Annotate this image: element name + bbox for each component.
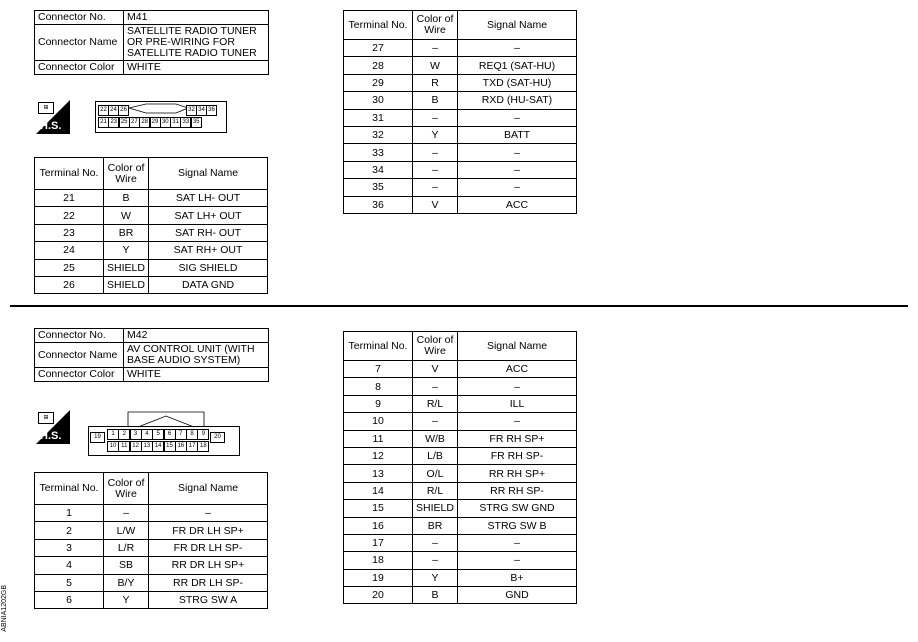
connector-pin: 20	[210, 432, 225, 443]
wire-color-cell: Y	[413, 569, 458, 586]
terminal-no-cell: 26	[35, 276, 104, 293]
signal-name-cell: –	[458, 413, 577, 430]
wire-color-cell: –	[413, 109, 458, 126]
terminal-no-cell: 4	[35, 557, 104, 574]
signal-name-cell: ACC	[458, 361, 577, 378]
signal-name-cell: BATT	[458, 126, 577, 143]
wire-color-cell: –	[413, 40, 458, 57]
m41-terminal-table-right	[343, 10, 577, 214]
wire-color-cell: Y	[104, 591, 149, 608]
signal-name-cell: SAT LH+ OUT	[149, 207, 268, 224]
table-row	[344, 40, 577, 57]
connector-pin: 1	[107, 429, 119, 440]
table-row	[344, 482, 577, 499]
terminal-no-cell: 7	[344, 361, 413, 378]
wire-color-cell: W	[413, 57, 458, 74]
table-row	[344, 144, 577, 161]
wire-color-cell: V	[413, 361, 458, 378]
connector-pin: 15	[164, 441, 176, 452]
connector-name-value: AV CONTROL UNIT (WITH BASE AUDIO SYSTEM)	[124, 343, 269, 368]
connector-glyph-icon: ⊞	[38, 102, 54, 114]
signal-name-cell: –	[458, 534, 577, 551]
hs-label: H.S.	[40, 120, 62, 132]
header-color: Color of Wire	[104, 158, 149, 190]
signal-name-cell: SIG SHIELD	[149, 259, 268, 276]
terminal-no-cell: 25	[35, 259, 104, 276]
table-row	[35, 539, 268, 556]
terminal-no-cell: 35	[344, 179, 413, 196]
table-row	[35, 224, 268, 241]
terminal-no-cell: 8	[344, 378, 413, 395]
connector-color-label: Connector Color	[35, 368, 124, 382]
terminal-no-cell: 13	[344, 465, 413, 482]
table-row	[344, 395, 577, 412]
terminal-no-cell: 17	[344, 534, 413, 551]
signal-name-cell: TXD (SAT-HU)	[458, 74, 577, 91]
connector-pin: 16	[175, 441, 187, 452]
connector-pin: 17	[186, 441, 198, 452]
wire-color-cell: B/Y	[104, 574, 149, 591]
connector-name-label: Connector Name	[35, 25, 124, 61]
terminal-no-cell: 16	[344, 517, 413, 534]
connector-pin: 33	[180, 117, 191, 128]
m42-connector-info	[34, 328, 269, 382]
connector-pin: 4	[141, 429, 153, 440]
terminal-no-cell: 32	[344, 126, 413, 143]
wire-color-cell: R/L	[413, 395, 458, 412]
header-signal: Signal Name	[458, 11, 577, 40]
wire-color-cell: –	[413, 179, 458, 196]
table-row	[344, 57, 577, 74]
table-row	[35, 574, 268, 591]
table-row	[344, 447, 577, 464]
connector-pin: 8	[186, 429, 198, 440]
connector-pin: 6	[164, 429, 176, 440]
m42-terminal-table-left	[34, 472, 268, 609]
table-row	[344, 587, 577, 604]
table-row	[35, 190, 268, 207]
header-signal: Signal Name	[149, 158, 268, 190]
table-row	[35, 276, 268, 293]
terminal-no-cell: 34	[344, 161, 413, 178]
signal-name-cell: SAT LH- OUT	[149, 190, 268, 207]
header-terminal: Terminal No.	[344, 332, 413, 361]
terminal-no-cell: 19	[344, 569, 413, 586]
connector-pin: 18	[197, 441, 209, 452]
signal-name-cell: FR RH SP+	[458, 430, 577, 447]
signal-name-cell: STRG SW B	[458, 517, 577, 534]
wire-color-cell: –	[413, 161, 458, 178]
wire-color-cell: Y	[104, 242, 149, 259]
signal-name-cell: –	[458, 378, 577, 395]
signal-name-cell: SAT RH- OUT	[149, 224, 268, 241]
connector-pin: 10	[107, 441, 119, 452]
wire-color-cell: O/L	[413, 465, 458, 482]
connector-pin: 35	[191, 117, 202, 128]
wire-color-cell: L/B	[413, 447, 458, 464]
wire-color-cell: –	[104, 505, 149, 522]
signal-name-cell: RXD (HU-SAT)	[458, 92, 577, 109]
terminal-no-cell: 11	[344, 430, 413, 447]
connector-pin: 36	[206, 105, 217, 116]
header-color: Color of Wire	[413, 332, 458, 361]
m41-terminal-table-left	[34, 157, 268, 294]
header-signal: Signal Name	[149, 473, 268, 505]
wire-color-cell: L/R	[104, 539, 149, 556]
table-row	[35, 505, 268, 522]
connector-pin: 25	[119, 117, 130, 128]
connector-pin: 30	[160, 117, 171, 128]
terminal-no-cell: 27	[344, 40, 413, 57]
connector-pin: 28	[139, 117, 150, 128]
wire-color-cell: SHIELD	[413, 500, 458, 517]
table-row	[344, 552, 577, 569]
m42-terminal-table-right	[343, 331, 577, 604]
m41-connector-info	[34, 10, 269, 75]
connector-pin: 27	[129, 117, 140, 128]
signal-name-cell: ILL	[458, 395, 577, 412]
connector-pin: 11	[118, 441, 130, 452]
header-terminal: Terminal No.	[35, 158, 104, 190]
wire-color-cell: B	[413, 587, 458, 604]
signal-name-cell: –	[458, 40, 577, 57]
table-row	[344, 500, 577, 517]
terminal-no-cell: 12	[344, 447, 413, 464]
harness-side-icon	[36, 410, 70, 444]
terminal-no-cell: 10	[344, 413, 413, 430]
table-row	[344, 92, 577, 109]
signal-name-cell: B+	[458, 569, 577, 586]
wire-color-cell: –	[413, 534, 458, 551]
wire-color-cell: B	[413, 92, 458, 109]
table-row	[344, 517, 577, 534]
table-row	[344, 179, 577, 196]
connector-pin: 24	[108, 105, 119, 116]
connector-pin: 7	[175, 429, 187, 440]
header-terminal: Terminal No.	[35, 473, 104, 505]
latch-outline-icon	[126, 410, 206, 428]
terminal-no-cell: 28	[344, 57, 413, 74]
connector-glyph-icon: ⊞	[38, 412, 54, 424]
connector-pin: 5	[152, 429, 164, 440]
terminal-no-cell: 36	[344, 196, 413, 213]
wire-color-cell: L/W	[104, 522, 149, 539]
terminal-no-cell: 20	[344, 587, 413, 604]
terminal-no-cell: 21	[35, 190, 104, 207]
signal-name-cell: –	[458, 161, 577, 178]
wire-color-cell: W	[104, 207, 149, 224]
connector-color-label: Connector Color	[35, 61, 124, 75]
table-row	[344, 126, 577, 143]
connector-pin: 32	[186, 105, 197, 116]
table-row	[344, 109, 577, 126]
terminal-no-cell: 14	[344, 482, 413, 499]
terminal-no-cell: 15	[344, 500, 413, 517]
connector-no-value: M42	[124, 329, 269, 343]
table-row	[344, 465, 577, 482]
connector-color-value: WHITE	[124, 368, 269, 382]
terminal-no-cell: 33	[344, 144, 413, 161]
terminal-no-cell: 18	[344, 552, 413, 569]
connector-pin: 21	[98, 117, 109, 128]
connector-pin: 2	[118, 429, 130, 440]
wire-color-cell: Y	[413, 126, 458, 143]
connector-pin: 9	[197, 429, 209, 440]
signal-name-cell: –	[458, 179, 577, 196]
signal-name-cell: –	[458, 144, 577, 161]
wire-color-cell: R	[413, 74, 458, 91]
table-row	[344, 74, 577, 91]
hs-label: H.S.	[40, 430, 62, 442]
wire-color-cell: V	[413, 196, 458, 213]
connector-pin: 23	[108, 117, 119, 128]
terminal-no-cell: 31	[344, 109, 413, 126]
connector-no-label: Connector No.	[35, 11, 124, 25]
signal-name-cell: ACC	[458, 196, 577, 213]
connector-pin: 26	[118, 105, 129, 116]
connector-pin: 12	[130, 441, 142, 452]
connector-pin: 3	[130, 429, 142, 440]
connector-no-label: Connector No.	[35, 329, 124, 343]
signal-name-cell: RR RH SP-	[458, 482, 577, 499]
terminal-no-cell: 2	[35, 522, 104, 539]
signal-name-cell: DATA GND	[149, 276, 268, 293]
table-row	[344, 569, 577, 586]
table-row	[344, 361, 577, 378]
terminal-no-cell: 6	[35, 591, 104, 608]
figure-code: ABNIA1202GB	[1, 585, 8, 632]
wire-color-cell: –	[413, 552, 458, 569]
header-color: Color of Wire	[104, 473, 149, 505]
connector-color-value: WHITE	[124, 61, 269, 75]
table-row	[35, 522, 268, 539]
table-row	[344, 430, 577, 447]
table-row	[344, 534, 577, 551]
table-row	[344, 413, 577, 430]
harness-side-icon	[36, 100, 70, 134]
header-terminal: Terminal No.	[344, 11, 413, 40]
header-color: Color of Wire	[413, 11, 458, 40]
wire-color-cell: –	[413, 378, 458, 395]
signal-name-cell: –	[149, 505, 268, 522]
wire-color-cell: SHIELD	[104, 259, 149, 276]
wire-color-cell: W/B	[413, 430, 458, 447]
signal-name-cell: STRG SW GND	[458, 500, 577, 517]
section-divider	[10, 305, 908, 307]
connector-name-label: Connector Name	[35, 343, 124, 368]
terminal-no-cell: 9	[344, 395, 413, 412]
terminal-no-cell: 5	[35, 574, 104, 591]
wire-color-cell: BR	[104, 224, 149, 241]
connector-pin: 19	[90, 432, 105, 443]
table-row	[35, 557, 268, 574]
table-row	[344, 161, 577, 178]
table-row	[35, 259, 268, 276]
connector-pin: 29	[150, 117, 161, 128]
wire-color-cell: B	[104, 190, 149, 207]
table-row	[344, 378, 577, 395]
connector-pin: 22	[98, 105, 109, 116]
wire-color-cell: BR	[413, 517, 458, 534]
connector-no-value: M41	[124, 11, 269, 25]
wire-color-cell: –	[413, 144, 458, 161]
signal-name-cell: REQ1 (SAT-HU)	[458, 57, 577, 74]
signal-name-cell: SAT RH+ OUT	[149, 242, 268, 259]
terminal-no-cell: 22	[35, 207, 104, 224]
table-row	[35, 242, 268, 259]
signal-name-cell: STRG SW A	[149, 591, 268, 608]
signal-name-cell: –	[458, 552, 577, 569]
signal-name-cell: –	[458, 109, 577, 126]
table-row	[35, 207, 268, 224]
table-row	[35, 591, 268, 608]
table-row	[344, 196, 577, 213]
connector-pin: 14	[152, 441, 164, 452]
terminal-no-cell: 30	[344, 92, 413, 109]
connector-pin: 13	[141, 441, 153, 452]
header-signal: Signal Name	[458, 332, 577, 361]
terminal-no-cell: 1	[35, 505, 104, 522]
signal-name-cell: FR RH SP-	[458, 447, 577, 464]
terminal-no-cell: 29	[344, 74, 413, 91]
terminal-no-cell: 3	[35, 539, 104, 556]
terminal-no-cell: 23	[35, 224, 104, 241]
terminal-no-cell: 24	[35, 242, 104, 259]
signal-name-cell: FR DR LH SP+	[149, 522, 268, 539]
wire-color-cell: R/L	[413, 482, 458, 499]
signal-name-cell: RR RH SP+	[458, 465, 577, 482]
connector-pin: 34	[196, 105, 207, 116]
wire-color-cell: SB	[104, 557, 149, 574]
wire-color-cell: –	[413, 413, 458, 430]
connector-name-value: SATELLITE RADIO TUNER OR PRE-WIRING FOR SATELLITE RADIO TUNER	[124, 25, 269, 61]
signal-name-cell: RR DR LH SP-	[149, 574, 268, 591]
signal-name-cell: GND	[458, 587, 577, 604]
signal-name-cell: RR DR LH SP+	[149, 557, 268, 574]
signal-name-cell: FR DR LH SP-	[149, 539, 268, 556]
wire-color-cell: SHIELD	[104, 276, 149, 293]
connector-pin: 31	[170, 117, 181, 128]
